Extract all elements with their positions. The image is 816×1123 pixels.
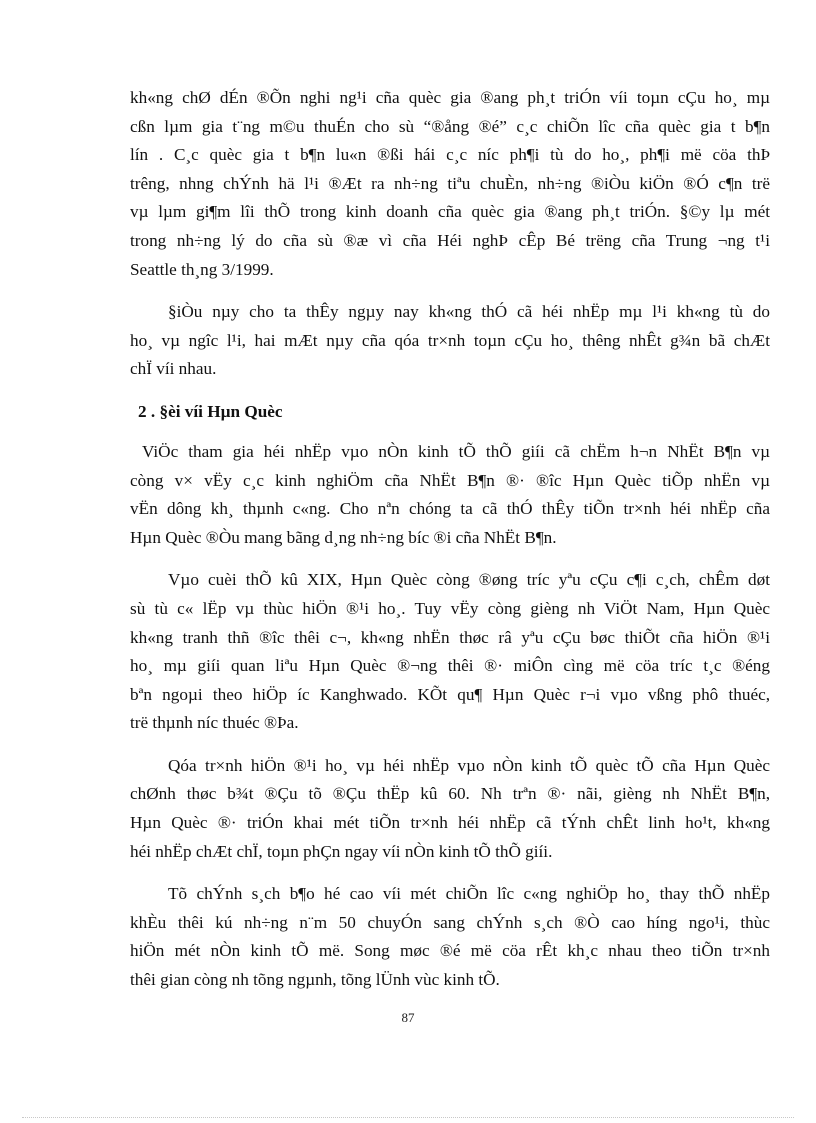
text-line: hiÖn mét nÒn kinh tÕ më. Song møc ®é më cöa rÊt kh¸c nhau theo tiÕn tr×nh [130,941,770,961]
text-line: vµ lµm gi¶m lîi thÕ trong kinh doanh cña quèc gia ®ang ph¸t triÓn. §©y lµ mét [130,202,770,222]
paragraph-6 [130,880,770,994]
text-line: ViÖc tham gia héi nhËp vµo nÒn kinh tÕ thÕ giíi cã chËm h¬n NhËt B¶n vµ [142,441,770,461]
paragraph-2 [130,298,770,384]
text-line: Vµo cuèi thÕ kû XIX, Hµn Quèc còng ®øng tríc yªu cÇu c¶i c¸ch, chÊm døt [168,570,770,590]
text-line: trong nh÷ng lý do cña sù ®æ vì cña Héi nghÞ cÊp Bé trëng cña Trung ¬ng t¹i [130,230,770,250]
text-line: Hµn Quèc ®Òu mang bãng d¸ng nh÷ng bíc ®i cña NhËt B¶n. [130,527,557,547]
paragraph-3 [130,438,770,552]
text-line: trêng, nhng chÝnh hä l¹i ®Æt ra nh÷ng tiªu chuÈn, nh÷ng ®iÒu kiÖn ®Ó c¶n trë [130,173,770,193]
text-line: kh«ng tranh thñ ®îc thêi c¬, kh«ng nhËn thøc râ yªu cÇu bøc thiÕt cña hiÖn ®¹i [130,627,770,647]
text-line: cßn lµm gia t¨ng m©u thuÉn cho sù “®ång ®é” c¸c chiÕn lîc cña quèc gia t b¶n [130,116,770,136]
text-line: ho¸ mµ giíi quan liªu Hµn Quèc ®¬ng thêi ®· miÔn cìng më cöa tríc t¸c ®éng [130,656,770,676]
text-line: ho¸ vµ ngîc l¹i, hai mÆt nµy cña qóa tr×nh toµn cÇu ho¸ thêng nhÊt g¾n bã chÆt [130,330,770,350]
text-line: còng v× vËy c¸c kinh nghiÖm cña NhËt B¶n ®· ®îc Hµn Quèc tiÕp nhËn vµ [130,470,770,490]
text-line: Hµn Quèc ®· triÓn khai mét tiÕn tr×nh héi nhËp cã tÝnh chÊt linh ho¹t, kh«ng [130,813,770,833]
text-line: lín . C¸c quèc gia t b¶n lu«n ®ßi hái c¸c níc ph¶i tù do ho¸, ph¶i më cöa thÞ [130,145,770,165]
page-content [130,84,770,1009]
text-line: vËn dông kh¸ thµnh c«ng. Cho nªn chóng ta cã thÓ thÊy tiÕn tr×nh héi nhËp cña [130,499,770,519]
text-line: chÏ víi nhau. [130,359,217,379]
text-line: chØnh thøc b¾t ®Çu tõ ®Çu thËp kû 60. Nh trªn ®· nãi, gièng nh NhËt B¶n, [130,784,770,804]
text-line: Seattle th¸ng 3/1999. [130,259,274,279]
text-line: §iÒu nµy cho ta thÊy ngµy nay kh«ng thÓ cã héi nhËp mµ l¹i kh«ng tù do [168,302,770,322]
page-bottom-divider [22,1117,794,1118]
text-line: Tõ chÝnh s¸ch b¶o hé cao víi mét chiÕn lîc c«ng nghiÖp ho¸ thay thÕ nhËp [168,884,770,904]
paragraph-1 [130,84,770,284]
text-line: thêi gian còng nh tõng ngµnh, tõng lÜnh vùc kinh tÕ. [130,970,500,990]
text-line: Qóa tr×nh hiÖn ®¹i ho¸ vµ héi nhËp vµo nÒn kinh tÕ quèc tÕ cña Hµn Quèc [168,755,770,775]
text-line: bªn ngoµi theo hiÖp íc Kanghwado. KÕt qu¶ Hµn Quèc r¬i vµo vßng phô thuéc, [130,684,770,704]
text-line: héi nhËp chÆt chÏ, toµn phÇn ngay víi nÒn kinh tÕ thÕ giíi. [130,841,553,861]
section-heading: 2 . §èi víi Hµn Quèc [138,401,283,421]
paragraph-4 [130,566,770,738]
text-line: khÈu thêi kú nh÷ng n¨m 50 chuyÓn sang chÝnh s¸ch ®Ò cao híng ngo¹i, thùc [130,912,770,932]
text-line: trë thµnh níc thuéc ®Þa. [130,713,299,733]
text-line: kh«ng chØ dÉn ®Õn nghi ng¹i cña quèc gia ®ang ph¸t triÓn víi toµn cÇu ho¸ mµ [130,88,770,107]
text-line: sù tù c« lËp vµ thùc hiÖn ®¹i ho¸. Tuy vËy còng gièng nh ViÖt Nam, Hµn Quèc [130,598,770,618]
page-number: 87 [401,1010,415,1025]
paragraph-5 [130,752,770,866]
